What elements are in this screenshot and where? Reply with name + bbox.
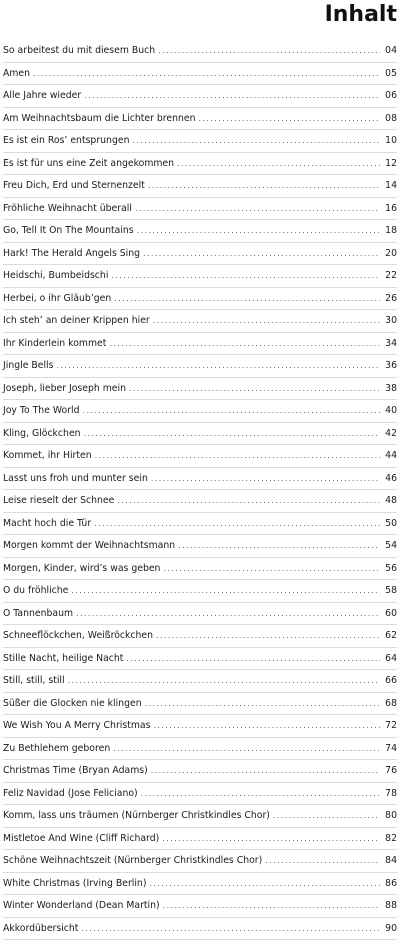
dot-leader xyxy=(163,558,380,580)
toc-entry-page: 22 xyxy=(383,265,397,287)
toc-entry-title: Es ist für uns eine Zeit angekommen xyxy=(3,153,174,175)
toc-entry-title: Zu Bethlehem geboren xyxy=(3,738,110,760)
dot-leader xyxy=(109,333,380,355)
toc-entry-page: 82 xyxy=(383,828,397,850)
toc-entry xyxy=(3,715,397,738)
toc-entry-title: Kling, Glöckchen xyxy=(3,423,81,445)
toc-entry xyxy=(3,535,397,558)
toc-entry-page: 64 xyxy=(383,648,397,670)
toc-entry-title: Stille Nacht, heilige Nacht xyxy=(3,648,123,670)
toc-entry-title: Christmas Time (Bryan Adams) xyxy=(3,760,148,782)
dot-leader xyxy=(177,153,380,175)
toc-entry-page: 44 xyxy=(383,445,397,467)
dot-leader xyxy=(135,198,380,220)
toc-entry-title: Lasst uns froh und munter sein xyxy=(3,468,148,490)
toc-entry xyxy=(3,400,397,423)
toc-entry xyxy=(3,558,397,581)
toc-entry xyxy=(3,648,397,671)
toc-entry-page: 10 xyxy=(383,130,397,152)
dot-leader xyxy=(265,850,380,872)
toc-entry-title: Winter Wonderland (Dean Martin) xyxy=(3,895,160,917)
toc-entry xyxy=(3,738,397,761)
dot-leader xyxy=(153,715,380,737)
toc-entry-title: Schöne Weihnachtszeit (Nürnberger Christkindles Chor) xyxy=(3,850,262,872)
dot-leader xyxy=(76,603,380,625)
toc-entry-page: 46 xyxy=(383,468,397,490)
toc-entry-page: 74 xyxy=(383,738,397,760)
toc-entry xyxy=(3,468,397,491)
toc-entry-page: 30 xyxy=(383,310,397,332)
toc-entry-page: 54 xyxy=(383,535,397,557)
toc-entry-page: 48 xyxy=(383,490,397,512)
toc-entry xyxy=(3,805,397,828)
dot-leader xyxy=(137,220,380,242)
dot-leader xyxy=(156,625,380,647)
dot-leader xyxy=(84,85,380,107)
toc-entry xyxy=(3,783,397,806)
toc-entry-page: 76 xyxy=(383,760,397,782)
toc-entry-title: Joseph, lieber Joseph mein xyxy=(3,378,126,400)
page-title: Inhalt xyxy=(325,2,397,28)
toc-entry xyxy=(3,895,397,918)
toc-entry xyxy=(3,265,397,288)
toc-entry xyxy=(3,130,397,153)
toc-entry-page: 06 xyxy=(383,85,397,107)
toc-entry xyxy=(3,355,397,378)
dot-leader xyxy=(143,243,380,265)
toc-entry xyxy=(3,288,397,311)
toc-entry-title: Amen xyxy=(3,63,30,85)
toc-entry-title: Süßer die Glocken nie klingen xyxy=(3,693,142,715)
toc-entry-page: 58 xyxy=(383,580,397,602)
toc-entry-title: Kommet, ihr Hirten xyxy=(3,445,92,467)
dot-leader xyxy=(111,265,380,287)
toc-entry-title: Komm, lass uns träumen (Nürnberger Christkindles Chor) xyxy=(3,805,270,827)
toc-entry-title: Still, still, still xyxy=(3,670,65,692)
toc-entry-page: 12 xyxy=(383,153,397,175)
dot-leader xyxy=(132,130,380,152)
toc-entry xyxy=(3,243,397,266)
toc-entry-title: O Tannenbaum xyxy=(3,603,73,625)
toc-entry xyxy=(3,603,397,626)
toc-entry xyxy=(3,378,397,401)
toc-entry-title: Akkordübersicht xyxy=(3,918,78,940)
toc-entry-title: White Christmas (Irving Berlin) xyxy=(3,873,146,895)
toc-entry-title: Joy To The World xyxy=(3,400,80,422)
toc-entry-title: O du fröhliche xyxy=(3,580,68,602)
toc-entry-title: Morgen, Kinder, wird’s was geben xyxy=(3,558,160,580)
dot-leader xyxy=(149,873,380,895)
toc-entry xyxy=(3,873,397,896)
dot-leader xyxy=(178,535,380,557)
toc-entry-page: 38 xyxy=(383,378,397,400)
toc-entry-page: 50 xyxy=(383,513,397,535)
toc-entry xyxy=(3,490,397,513)
dot-leader xyxy=(81,918,380,940)
toc-entry-page: 36 xyxy=(383,355,397,377)
toc-entry-page: 42 xyxy=(383,423,397,445)
dot-leader xyxy=(114,288,380,310)
toc-entry-page: 40 xyxy=(383,400,397,422)
toc-entry xyxy=(3,220,397,243)
toc-entry-page: 90 xyxy=(383,918,397,940)
toc-entry-page: 80 xyxy=(383,805,397,827)
dot-leader xyxy=(84,423,380,445)
toc-entry-page: 62 xyxy=(383,625,397,647)
dot-leader xyxy=(83,400,380,422)
toc-entry xyxy=(3,40,397,63)
toc-entry-title: Go, Tell It On The Mountains xyxy=(3,220,134,242)
toc-entry-page: 86 xyxy=(383,873,397,895)
toc-entry xyxy=(3,445,397,468)
toc-entry xyxy=(3,760,397,783)
toc-entry-title: Ich steh’ an deiner Krippen hier xyxy=(3,310,150,332)
toc-entry-page: 08 xyxy=(383,108,397,130)
dot-leader xyxy=(95,445,380,467)
toc-entry-title: Am Weihnachtsbaum die Lichter brennen xyxy=(3,108,196,130)
toc-entry-title: Ihr Kinderlein kommet xyxy=(3,333,106,355)
dot-leader xyxy=(148,175,380,197)
toc-entry-page: 72 xyxy=(383,715,397,737)
toc-entry-page: 04 xyxy=(383,40,397,62)
toc-entry-page: 60 xyxy=(383,603,397,625)
toc-entry xyxy=(3,670,397,693)
dot-leader xyxy=(126,648,380,670)
toc-entry xyxy=(3,850,397,873)
dot-leader xyxy=(151,760,380,782)
dot-leader xyxy=(68,670,380,692)
dot-leader xyxy=(158,40,380,62)
toc-entry-title: Schneeflöckchen, Weißröckchen xyxy=(3,625,153,647)
dot-leader xyxy=(71,580,380,602)
dot-leader xyxy=(117,490,380,512)
dot-leader xyxy=(33,63,380,85)
toc-entry-title: Heidschi, Bumbeidschi xyxy=(3,265,108,287)
toc-entry-title: So arbeitest du mit diesem Buch xyxy=(3,40,155,62)
toc-entry-page: 68 xyxy=(383,693,397,715)
toc-entry-page: 88 xyxy=(383,895,397,917)
dot-leader xyxy=(153,310,380,332)
dot-leader xyxy=(162,828,380,850)
toc-entry-title: Leise rieselt der Schnee xyxy=(3,490,114,512)
toc-entry-title: Morgen kommt der Weihnachtsmann xyxy=(3,535,175,557)
dot-leader xyxy=(141,783,380,805)
toc-entry-page: 56 xyxy=(383,558,397,580)
toc-entry xyxy=(3,423,397,446)
toc-entry-page: 78 xyxy=(383,783,397,805)
dot-leader xyxy=(199,108,380,130)
toc-entry-title: Herbei, o ihr Gläub’gen xyxy=(3,288,111,310)
dot-leader xyxy=(145,693,380,715)
toc-entry-page: 34 xyxy=(383,333,397,355)
dot-leader xyxy=(94,513,380,535)
toc-entry-title: Freu Dich, Erd und Sternenzelt xyxy=(3,175,145,197)
toc-entry-title: Hark! The Herald Angels Sing xyxy=(3,243,140,265)
toc-entry xyxy=(3,333,397,356)
toc-entry xyxy=(3,153,397,176)
dot-leader xyxy=(56,355,380,377)
dot-leader xyxy=(113,738,380,760)
toc-entry xyxy=(3,580,397,603)
toc-entry-title: We Wish You A Merry Christmas xyxy=(3,715,150,737)
toc-entry xyxy=(3,513,397,536)
dot-leader xyxy=(129,378,380,400)
toc-entry-page: 26 xyxy=(383,288,397,310)
toc-entry-title: Macht hoch die Tür xyxy=(3,513,91,535)
toc-entry xyxy=(3,198,397,221)
toc-entry xyxy=(3,85,397,108)
toc-entry xyxy=(3,63,397,86)
table-of-contents xyxy=(3,40,397,940)
toc-entry-title: Fröhliche Weihnacht überall xyxy=(3,198,132,220)
toc-entry-title: Alle Jahre wieder xyxy=(3,85,81,107)
toc-entry-page: 84 xyxy=(383,850,397,872)
dot-leader xyxy=(273,805,380,827)
toc-entry-title: Jingle Bells xyxy=(3,355,53,377)
toc-entry-page: 16 xyxy=(383,198,397,220)
toc-entry xyxy=(3,310,397,333)
toc-entry xyxy=(3,693,397,716)
toc-entry-title: Feliz Navidad (Jose Feliciano) xyxy=(3,783,138,805)
toc-entry xyxy=(3,918,397,940)
toc-entry-page: 05 xyxy=(383,63,397,85)
dot-leader xyxy=(163,895,380,917)
toc-entry-title: Es ist ein Ros’ entsprungen xyxy=(3,130,129,152)
toc-entry-page: 66 xyxy=(383,670,397,692)
toc-entry xyxy=(3,108,397,131)
toc-entry-page: 18 xyxy=(383,220,397,242)
toc-entry-page: 14 xyxy=(383,175,397,197)
toc-entry xyxy=(3,625,397,648)
toc-entry-page: 20 xyxy=(383,243,397,265)
dot-leader xyxy=(151,468,380,490)
toc-entry-title: Mistletoe And Wine (Cliff Richard) xyxy=(3,828,159,850)
toc-entry xyxy=(3,175,397,198)
toc-entry xyxy=(3,828,397,851)
